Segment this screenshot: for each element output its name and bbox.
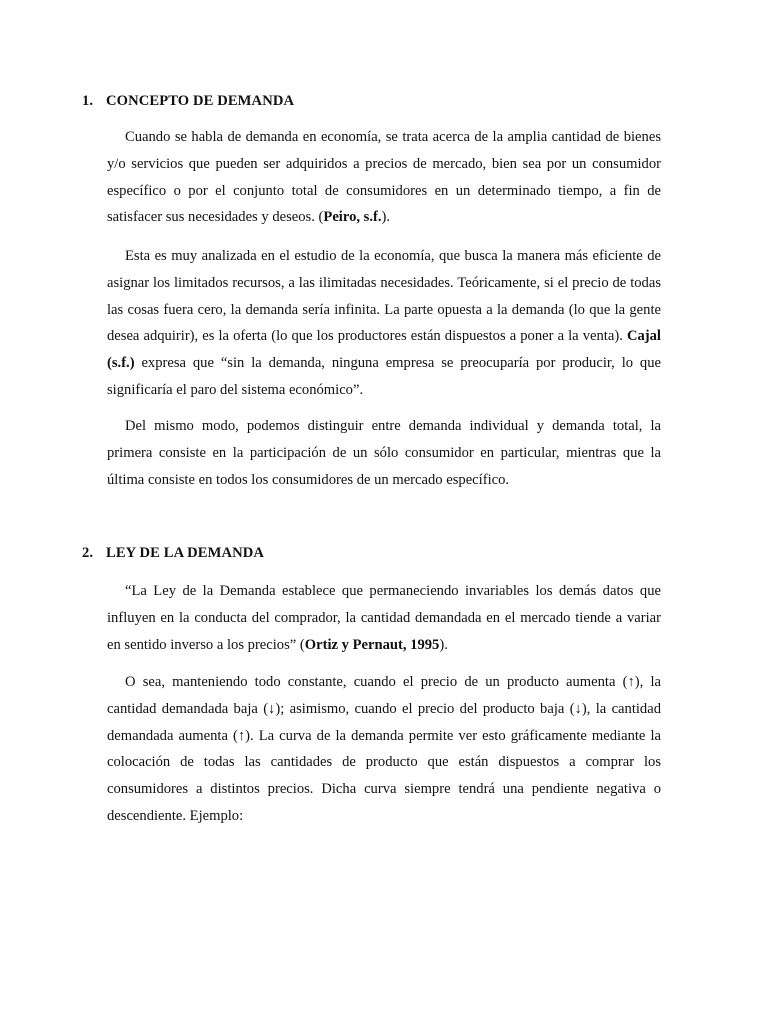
section-number: 1. bbox=[82, 93, 94, 109]
citation: Cajal (s.f.) bbox=[107, 328, 661, 372]
section-title: CONCEPTO DE DEMANDA bbox=[106, 93, 295, 109]
section-2-heading bbox=[82, 545, 264, 562]
paragraph-text: O sea, manteniendo todo constante, cuando el precio de un producto aumenta (↑), la cantidad demandada baja (↓); asimismo, cuando el precio del producto baja (↓), la cantidad demandada aumenta (↑). La curva de la demanda permite ver esto gráficamente mediante la colocación de todas las cantidades de producto que están dispuestos a comprar los consumidores a distintos precios. Dicha curva siempre tendrá una pendiente negativa o descendiente. Ejemplo: bbox=[107, 674, 661, 824]
citation: Ortiz y Pernaut, 1995 bbox=[304, 636, 440, 653]
section-number: 2. bbox=[82, 545, 94, 561]
paragraph-text: ). bbox=[439, 636, 448, 653]
citation: Peiro, s.f. bbox=[323, 209, 382, 226]
section-1-heading bbox=[82, 93, 294, 110]
paragraph-text: “La Ley de la Demanda establece que permaneciendo invariables los demás datos que influyen en la conducta del comprador, la cantidad demandada en el mercado tiende a variar en sentido inverso a los precios” ( bbox=[107, 583, 661, 653]
paragraph-text: expresa que “sin la demanda, ninguna empresa se preocuparía por producir, lo que significaría el paro del sistema económico”. bbox=[107, 355, 661, 398]
section-title: LEY DE LA DEMANDA bbox=[106, 545, 265, 561]
paragraph bbox=[107, 578, 661, 658]
paragraph-text: Del mismo modo, podemos distinguir entre demanda individual y demanda total, la primera consiste en la participación de un sólo consumidor en particular, mientras que la última consiste en todos los consumidores de un mercado específico. bbox=[107, 418, 661, 488]
paragraph-text: ). bbox=[381, 209, 391, 226]
paragraph bbox=[107, 669, 661, 830]
paragraph-text: Cuando se habla de demanda en economía, se trata acerca de la amplia cantidad de bienes y/o servicios que pueden ser adquiridos a precios de mercado, bien sea por un consumidor específico o por el conjunto total de consumidores en un determinado tiempo, a fin de satisfacer sus necesidades y deseos. ( bbox=[107, 129, 661, 226]
paragraph-text: Esta es muy analizada en el estudio de la economía, que busca la manera más eficiente de asignar los limitados recursos, a las ilimitadas necesidades. Teóricamente, si el precio de todas las cosas fuera cero, la demanda sería infinita. La parte opuesta a la demanda (lo que la gente desea adquirir), es la oferta (lo que los productores están dispuestos a poner a la venta). bbox=[107, 248, 661, 345]
paragraph bbox=[107, 243, 661, 404]
paragraph bbox=[107, 124, 661, 231]
paragraph bbox=[107, 413, 661, 493]
